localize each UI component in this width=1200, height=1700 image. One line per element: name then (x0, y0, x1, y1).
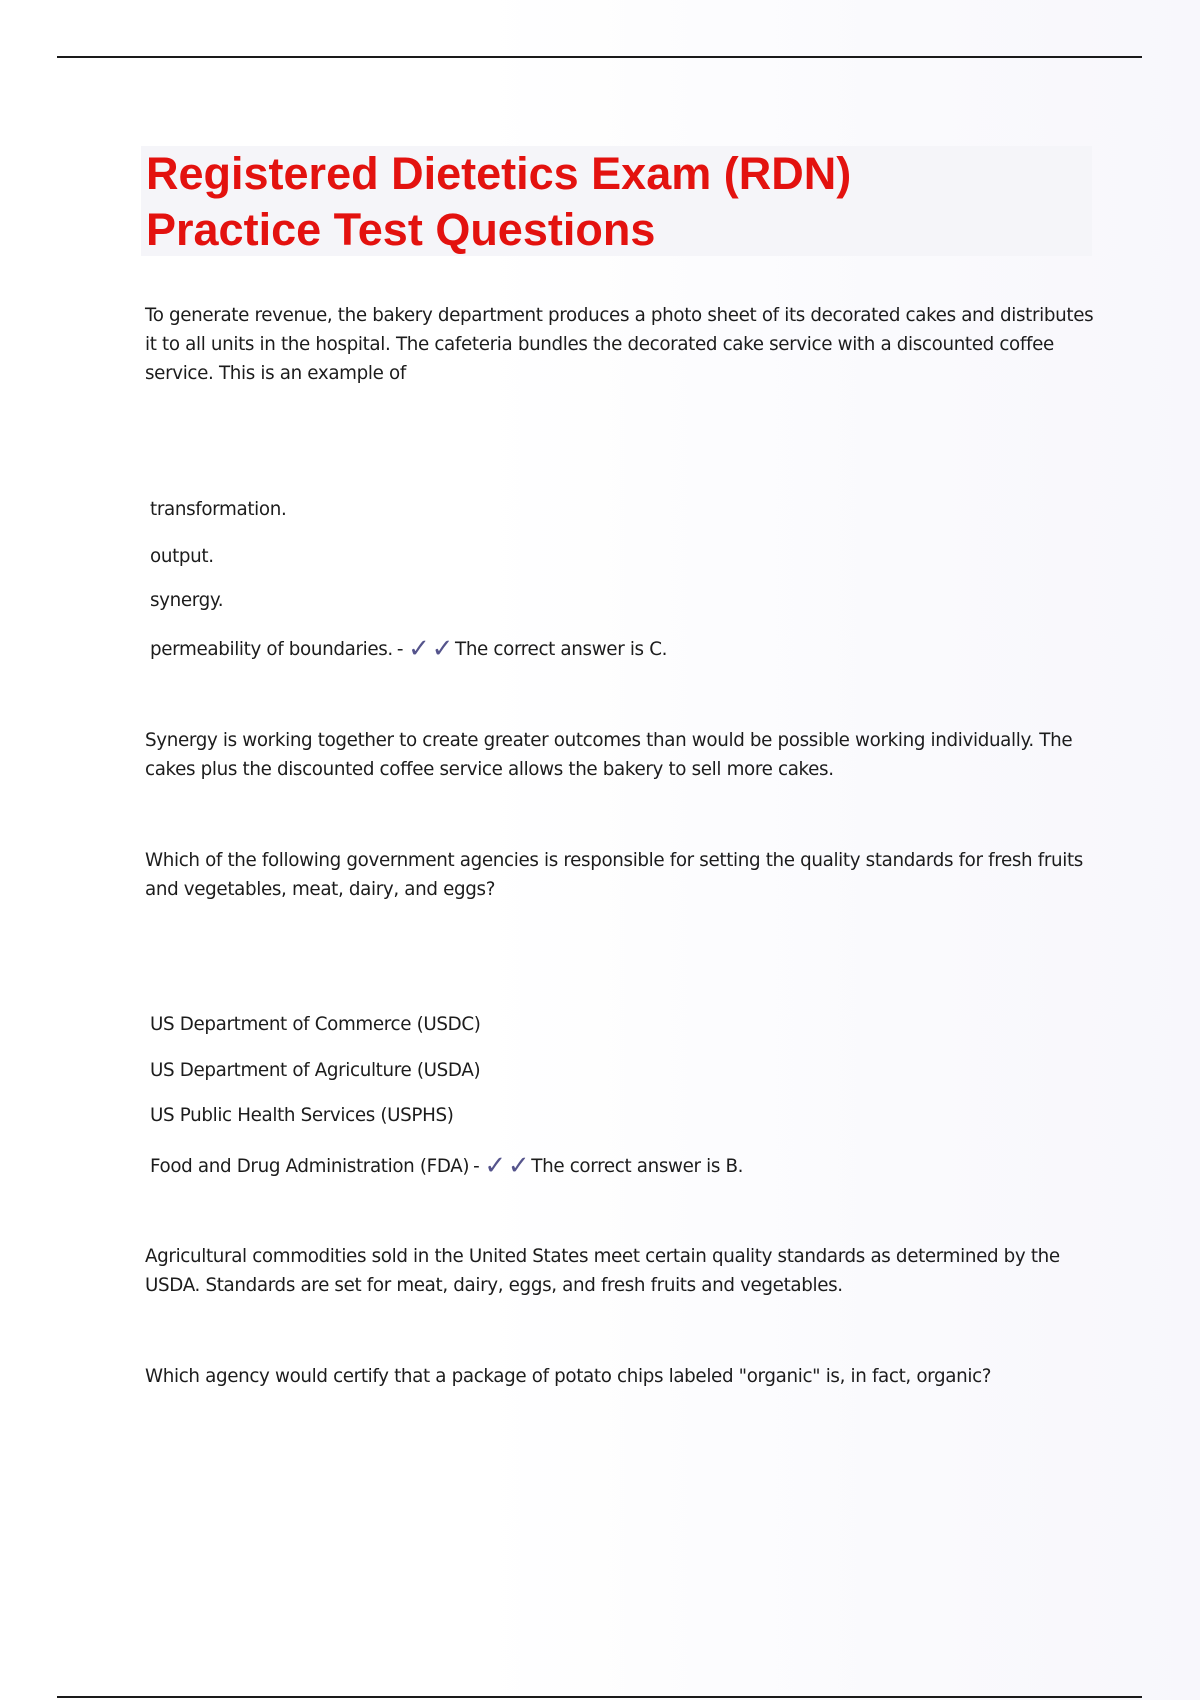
question-1-option-d: permeability of boundaries. (150, 639, 393, 660)
question-2-answer: The correct answer is B. (531, 1156, 744, 1177)
checkmark-icon: ✓ (431, 634, 453, 664)
answer-separator: - (396, 639, 404, 660)
question-3-text: Which agency would certify that a package of potato chips labeled "organic" is, in fact, organic? (145, 1366, 992, 1387)
checkmark-icon: ✓ (484, 1151, 506, 1181)
question-1-answer: The correct answer is C. (455, 639, 668, 660)
question-2-option-d-with-answer (150, 1151, 744, 1181)
checkmark-icon: ✓ (507, 1151, 530, 1181)
question-1-option-c: synergy. (150, 590, 224, 611)
bottom-rule (57, 1696, 1142, 1698)
question-2-option-c: US Public Health Services (USPHS) (150, 1105, 454, 1126)
question-2-option-a: US Department of Commerce (USDC) (150, 1014, 481, 1035)
title-line-2: Practice Test Questions (146, 204, 656, 255)
question-2-explanation: Agricultural commodities sold in the United States meet certain quality standards as determined by the USDA. Standards are set for meat, dairy, eggs, and fresh fruits and vegetables. (145, 1246, 1060, 1296)
question-1-option-d-with-answer (150, 634, 668, 664)
question-2-text: Which of the following government agencies is responsible for setting the quality standards for fresh fruits and vegetables, meat, dairy, and eggs? (145, 850, 1083, 900)
title-line-1: Registered Dietetics Exam (RDN) (146, 148, 852, 199)
top-rule (57, 56, 1142, 58)
question-2-option-b: US Department of Agriculture (USDA) (150, 1060, 481, 1081)
question-1-option-a: transformation. (150, 499, 287, 520)
answer-separator: - (473, 1156, 480, 1177)
question-1-text: To generate revenue, the bakery department produces a photo sheet of its decorated cakes and distributes it to all units in the hospital. The cafeteria bundles the decorated cake service with a discounted coffee service. This is an example of (145, 305, 1094, 384)
document-title (146, 146, 1086, 258)
checkmark-icon: ✓ (408, 634, 430, 664)
question-2-option-d: Food and Drug Administration (FDA) (150, 1156, 470, 1177)
question-1-option-b: output. (150, 546, 214, 567)
question-1-explanation: Synergy is working together to create greater outcomes than would be possible working individually. The cakes plus the discounted coffee service allows the bakery to sell more cakes. (145, 730, 1073, 780)
